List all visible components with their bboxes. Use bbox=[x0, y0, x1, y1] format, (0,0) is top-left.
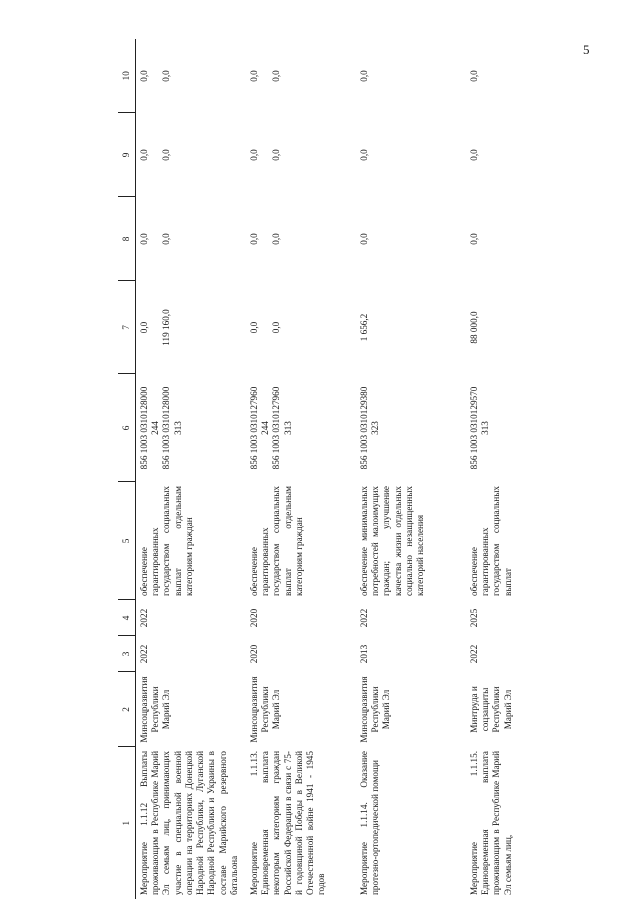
program-events-table bbox=[118, 39, 613, 899]
budget-code: 856 1003 0310128000 244 856 1003 0310128000 313 bbox=[139, 386, 183, 470]
event-name: Мероприятие 1.1.12 Выплаты проживающим в Республике Марий Эл семьям лиц, принимающих участие в специальной военной операции на территориях Донецкой Народной Республики, Луганской Народной Республики и Украины в составе Марийского резервного батальона bbox=[139, 751, 239, 895]
expected-result: обеспечение гарантированных государством социальных выплат отдельным категориям граждан bbox=[249, 486, 304, 596]
amount-col9: 0,0 0,0 bbox=[139, 149, 172, 161]
col-header: 4 bbox=[118, 600, 136, 636]
col-header: 7 bbox=[118, 281, 136, 374]
year-start: 2022 bbox=[469, 644, 479, 664]
executor: Минтруда и соцзащиты Республики Марий Эл bbox=[469, 686, 513, 733]
col-header: 10 bbox=[118, 39, 136, 113]
table-row bbox=[136, 39, 247, 899]
budget-code: 856 1003 0310129570 313 bbox=[469, 386, 491, 470]
year-start: 2013 bbox=[359, 644, 369, 664]
amount-col10: 0,0 0,0 bbox=[139, 70, 172, 82]
page-number: 5 bbox=[583, 42, 590, 57]
col-header: 5 bbox=[118, 482, 136, 600]
amount-col10: 0,0 bbox=[359, 70, 369, 82]
amount-col7: 0,0 119 160,0 bbox=[139, 309, 172, 346]
expected-result: обеспечение гарантированных государством социальных выплат bbox=[469, 486, 513, 596]
table-row bbox=[246, 39, 356, 899]
year-end: 2022 bbox=[139, 608, 149, 628]
event-name: Мероприятие 1.1.15. Единовременная выплата проживающим в Республике Марий Эл семьям лиц, bbox=[469, 751, 513, 895]
amount-col8: 0,0 0,0 bbox=[249, 233, 282, 245]
table-row bbox=[466, 39, 613, 899]
amount-col10: 0,0 bbox=[469, 70, 479, 82]
amount-col10: 0,0 0,0 bbox=[249, 70, 282, 82]
amount-col8: 0,0 bbox=[469, 233, 479, 245]
budget-code: 856 1003 0310129380 323 bbox=[359, 386, 381, 470]
amount-col9: 0,0 bbox=[469, 149, 479, 161]
expected-result: обеспечение гарантированных государством социальных выплат отдельным категориям граждан bbox=[139, 486, 194, 596]
amount-col9: 0,0 bbox=[359, 149, 369, 161]
table-row bbox=[356, 39, 466, 899]
year-start: 2022 bbox=[139, 644, 149, 664]
year-end: 2020 bbox=[249, 608, 259, 628]
amount-col7: 88 000,0 bbox=[469, 311, 479, 344]
year-end: 2022 bbox=[359, 608, 369, 628]
executor: Минсоцразвития Республики Марий Эл bbox=[359, 676, 392, 743]
event-name: Мероприятие 1.1.14. Оказание протезно-ортопедической помощи bbox=[359, 751, 381, 895]
executor: Минсоцразвития Республики Марий Эл bbox=[139, 676, 172, 743]
amount-col7: 0,0 0,0 bbox=[249, 321, 282, 334]
col-header: 1 bbox=[118, 747, 136, 899]
executor: Минсоцразвития Республики Марий Эл bbox=[249, 676, 282, 743]
amount-col8: 0,0 0,0 bbox=[139, 233, 172, 245]
amount-col7: 1 656,2 bbox=[359, 313, 369, 342]
rotated-table-sheet bbox=[118, 39, 628, 899]
year-end: 2025 bbox=[469, 608, 479, 628]
budget-code: 856 1003 0310127960 244 856 1003 0310127960 313 bbox=[249, 386, 293, 470]
column-number-header bbox=[118, 39, 136, 899]
amount-col9: 0,0 0,0 bbox=[249, 149, 282, 161]
col-header: 8 bbox=[118, 197, 136, 281]
event-name: Мероприятие 1.1.13. Единовременная выплата некоторым категориям граждан Российской Федерации в связи с 75-й годовщиной Победы в Великой Отечественной войне 1941 - 1945 годов bbox=[249, 751, 327, 895]
col-header: 9 bbox=[118, 113, 136, 197]
col-header: 6 bbox=[118, 374, 136, 482]
year-start: 2020 bbox=[249, 644, 259, 664]
expected-result: обеспечение минимальных потребностей малоимущих граждан; улучшение качества жизни отдельных социально незащищенных категорий населения bbox=[359, 486, 426, 596]
col-header: 2 bbox=[118, 672, 136, 747]
amount-col8: 0,0 bbox=[359, 233, 369, 245]
col-header: 3 bbox=[118, 636, 136, 672]
